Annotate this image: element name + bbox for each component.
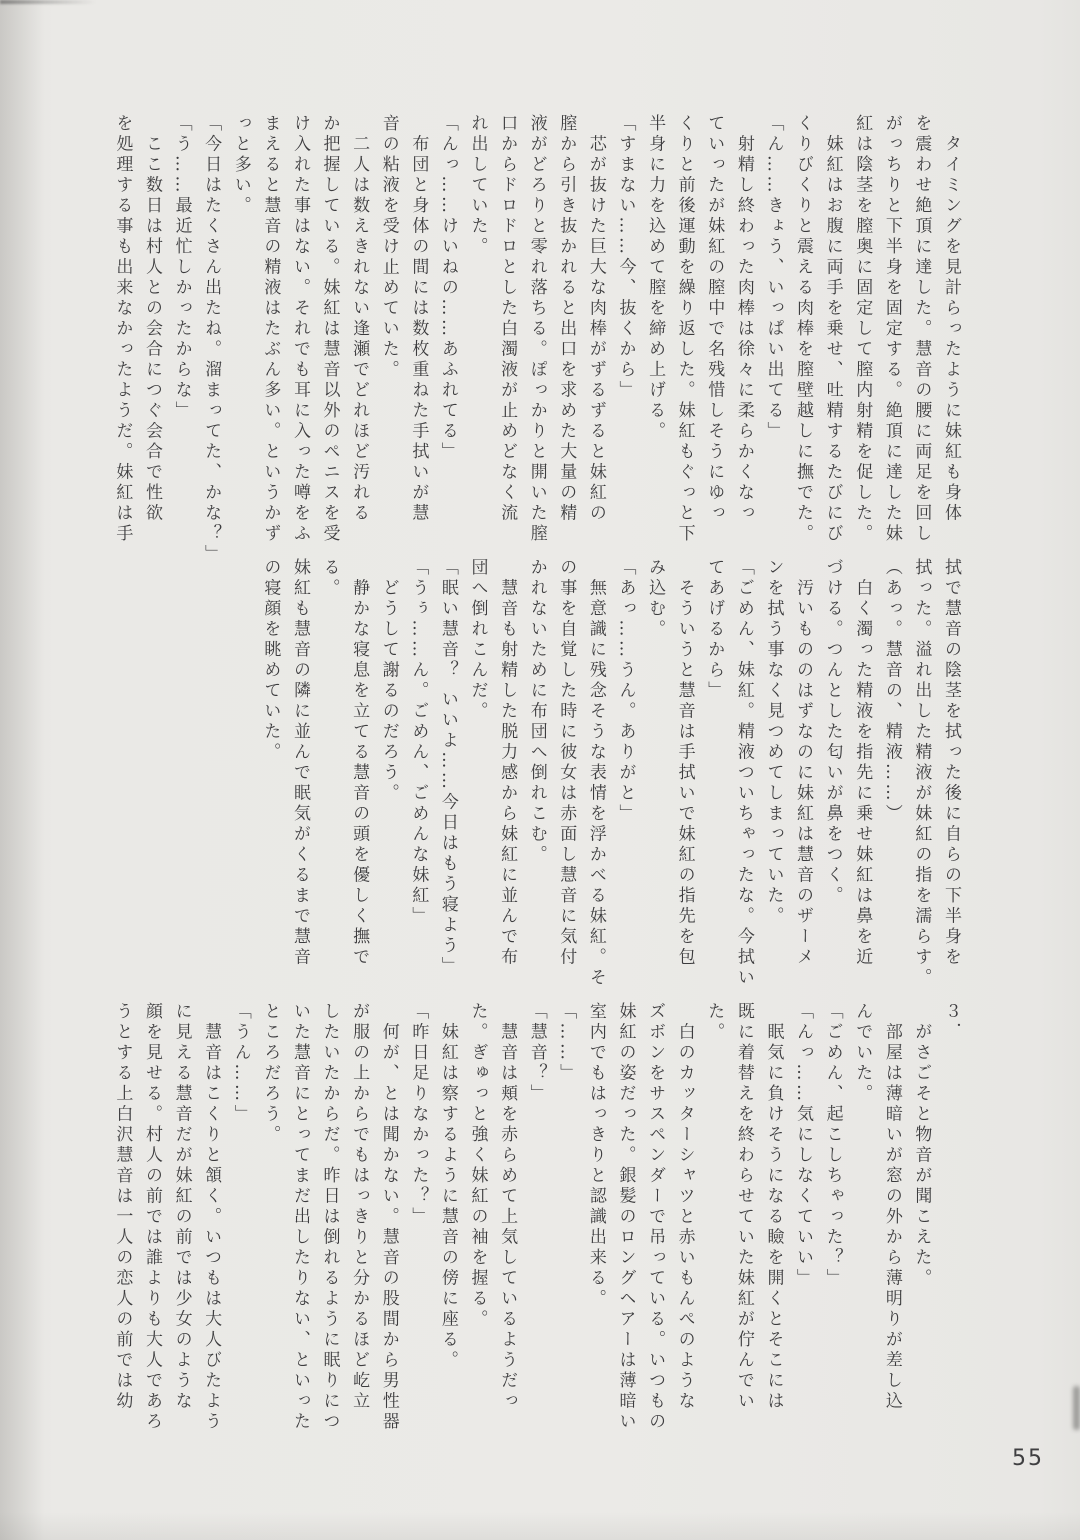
text-column: ここ数日は村人との会合につぐ会合で性欲 bbox=[141, 114, 162, 524]
text-column: 何が、とは聞かない。慧音の股間から男性器 bbox=[378, 1002, 399, 1433]
text-column: いた慧音にとってまだ出したりない、といった bbox=[289, 1002, 310, 1433]
text-column: ３． bbox=[941, 1002, 961, 1043]
text-column: 射精し終わった肉棒は徐々に柔らかくなっ bbox=[733, 114, 754, 524]
text-column: 「ん……きょう、いっぱい出てる」 bbox=[763, 114, 784, 442]
page-number: 55 bbox=[1012, 1446, 1044, 1471]
text-column: 「慧音？」 bbox=[526, 1002, 547, 1105]
text-column: 「ごめん、妹紅。精液ついちゃったな。今拭い bbox=[733, 558, 754, 989]
text-column: 室内でもはっきりと認識出来る。 bbox=[585, 1002, 606, 1310]
text-column: 白く濁った精液を指先に乗せ妹紅は鼻を近 bbox=[852, 558, 873, 968]
text-column: る。 bbox=[319, 558, 340, 599]
text-column: 紅は陰茎を膣奥に固定して膣内射精を促した。 bbox=[852, 114, 873, 545]
text-column: ンを拭う事なく見つめてしまっていた。 bbox=[763, 558, 784, 927]
text-column: そういうと慧音は手拭いで妹紅の指先を包 bbox=[674, 558, 695, 968]
text-column: 芯が抜けた巨大な肉棒がずるずると妹紅の bbox=[585, 114, 606, 524]
text-column: 「今日はたくさん出たね。溜まってた、かな？」 bbox=[201, 114, 222, 565]
text-block-1 bbox=[107, 114, 965, 565]
text-column: を震わせ絶頂に達した。慧音の腰に両足を回し bbox=[911, 114, 932, 545]
text-column: 液がどろりと零れ落ちる。ぽっかりと開いた膣 bbox=[526, 114, 547, 545]
text-column: （あっ。慧音の、精液……） bbox=[881, 558, 902, 825]
text-column: 静かな寝息を立てる慧音の頭を優しく撫で bbox=[349, 558, 370, 968]
page-shading bbox=[0, 0, 44, 1540]
text-column: まえると慧音の精液はたぶん多い。というかず bbox=[260, 114, 281, 545]
text-column: ところだろう。 bbox=[260, 1002, 281, 1146]
text-column: 二人は数えきれない逢瀬でどれほど汚れる bbox=[349, 114, 370, 524]
text-column: 「うぅ……ん。ごめん、ごめんな妹紅」 bbox=[408, 558, 429, 927]
text-column: 音の粘液を受け止めていた。 bbox=[378, 114, 399, 381]
text-column: 汚いもののはずなのに妹紅は慧音のザーメ bbox=[793, 558, 814, 968]
text-column: 「んっ……けいねの……あふれてる」 bbox=[437, 114, 458, 463]
text-column: ズボンをサスペンダーで吊っている。いつもの bbox=[645, 1002, 666, 1433]
text-column: 拭った。溢れ出した精液が妹紅の指を濡らす。 bbox=[911, 558, 932, 989]
text-column: み込む。 bbox=[645, 558, 666, 640]
text-column: したいたからだ。昨日は倒れるように眠りにつ bbox=[319, 1002, 340, 1433]
text-column: 膣から引き抜かれると出口を求めた大量の精 bbox=[556, 114, 577, 524]
text-column: 妹紅の姿だった。銀髪のロングヘアーは薄暗い bbox=[615, 1002, 636, 1433]
text-column: 「う……最近忙しかったからな」 bbox=[171, 114, 192, 422]
text-column: 「眠い慧音？ いいよ……今日はもう寝よう」 bbox=[437, 558, 458, 977]
text-column: がさごそと物音が聞こえた。 bbox=[911, 1002, 932, 1289]
text-column: 布団と身体の間には数枚重ねた手拭いが慧 bbox=[408, 114, 429, 524]
text-column: 部屋は薄暗いが窓の外から薄明りが差し込 bbox=[881, 1002, 902, 1412]
text-column: か把握している。妹紅は慧音以外のペニスを受 bbox=[319, 114, 340, 545]
text-column: 「んっ……気にしなくていい」 bbox=[793, 1002, 814, 1289]
text-column: 妹紅はお腹に両手を乗せ、吐精するたびにび bbox=[822, 114, 843, 545]
text-column: どうして謝るのだろう。 bbox=[378, 558, 399, 804]
text-column: 「……」 bbox=[556, 1002, 577, 1084]
text-column: うとする上白沢慧音は一人の恋人の前では幼 bbox=[112, 1002, 133, 1412]
text-column: タイミングを見計らったように妹紅も身体 bbox=[941, 114, 961, 524]
text-column: 顔を見せる。村人の前では誰よりも大人であろ bbox=[141, 1002, 162, 1433]
text-column: た。 bbox=[704, 1002, 725, 1043]
text-column: 妹紅も慧音の隣に並んで眠気がくるまで慧音 bbox=[289, 558, 310, 968]
text-column: 「ごめん、起こしちゃった？」 bbox=[822, 1002, 843, 1289]
scan-artifact bbox=[0, 0, 96, 4]
text-column: くりびくりと震える肉棒を膣壁越しに撫でた。 bbox=[793, 114, 814, 545]
text-column: の寝顔を眺めていた。 bbox=[260, 558, 281, 763]
text-column: 拭で慧音の陰茎を拭った後に自らの下半身を bbox=[941, 558, 961, 968]
text-column: 慧音はこくりと頷く。いつもは大人びたよう bbox=[201, 1002, 222, 1433]
text-column: ていったが妹紅の膣中で名残惜しそうにゆっ bbox=[704, 114, 725, 524]
text-column: 団へ倒れこんだ。 bbox=[467, 558, 488, 722]
text-column: 慧音も射精した脱力感から妹紅に並んで布 bbox=[497, 558, 518, 968]
scan-artifact bbox=[1073, 1386, 1080, 1430]
text-column: 白のカッターシャツと赤いもんぺのような bbox=[674, 1002, 695, 1412]
text-column: がっちりと下半身を固定する。絶頂に達した妹 bbox=[881, 114, 902, 545]
text-column: に見える慧音だが妹紅の前では少女のような bbox=[171, 1002, 192, 1412]
text-column: 妹紅は察するように慧音の傍に座る。 bbox=[437, 1002, 458, 1371]
text-column: け入れた事はない。それでも耳に入った噂をふ bbox=[289, 114, 310, 545]
text-column: の事を自覚した時に彼女は赤面し慧音に気付 bbox=[556, 558, 577, 968]
page-shading bbox=[0, 1512, 1080, 1540]
text-column: 既に着替えを終わらせていた妹紅が佇んでい bbox=[733, 1002, 754, 1412]
text-column: 口からドロドロとした白濁液が止めどなく流 bbox=[497, 114, 518, 524]
text-column: 眠気に負けそうになる瞼を開くとそこには bbox=[763, 1002, 784, 1412]
text-column: んでいた。 bbox=[852, 1002, 873, 1105]
text-column: た。ぎゅっと強く妹紅の袖を握る。 bbox=[467, 1002, 488, 1330]
text-column: っと多い。 bbox=[230, 114, 251, 217]
text-column: を処理する事も出来なかったようだ。妹紅は手 bbox=[112, 114, 133, 545]
text-block-3 bbox=[107, 1002, 965, 1440]
text-column: が服の上からでもはっきりと分かるほど屹立 bbox=[349, 1002, 370, 1412]
text-column: 慧音は頬を赤らめて上気しているようだっ bbox=[497, 1002, 518, 1412]
text-column: 「すまない……今、抜くから」 bbox=[615, 114, 636, 401]
text-column: 半身に力を込めて膣を締め上げる。 bbox=[645, 114, 666, 442]
text-column: くりと前後運動を繰り返した。妹紅もぐっと下 bbox=[674, 114, 695, 545]
text-column: づける。つんとした匂いが鼻をつく。 bbox=[822, 558, 843, 907]
text-column: かれないために布団へ倒れこむ。 bbox=[526, 558, 547, 866]
text-column: 「あっ……うん。ありがと」 bbox=[615, 558, 636, 825]
text-column: 「昨日足りなかった？」 bbox=[408, 1002, 429, 1228]
text-column: 「うん……」 bbox=[230, 1002, 251, 1125]
text-column: てあげるから」 bbox=[704, 558, 725, 702]
text-column: 無意識に残念そうな表情を浮かべる妹紅。そ bbox=[585, 558, 606, 989]
text-block-2 bbox=[255, 558, 965, 996]
text-column: れ出していた。 bbox=[467, 114, 488, 258]
